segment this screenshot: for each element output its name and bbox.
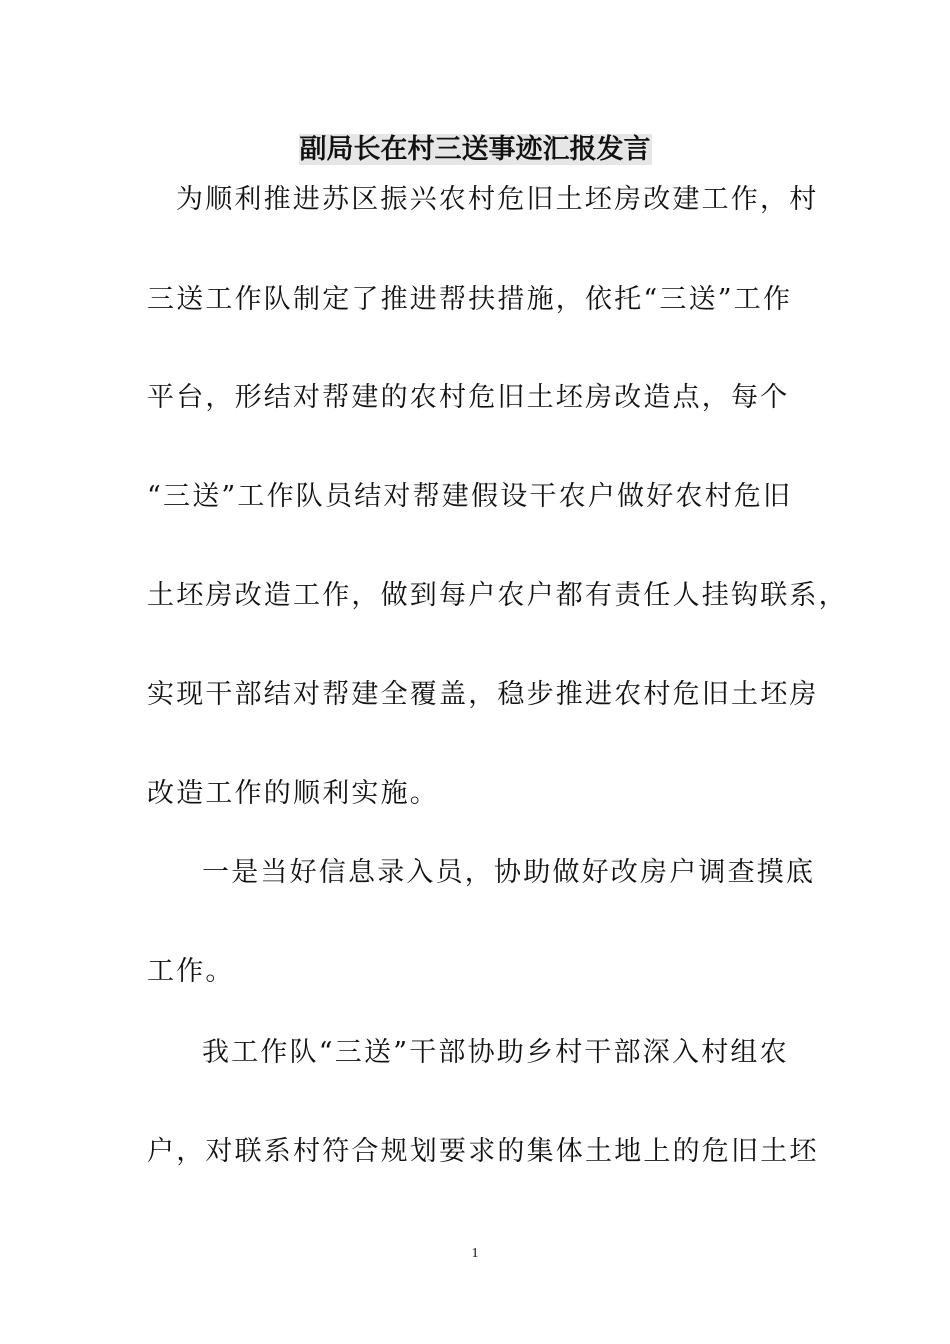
- paragraph-line-5: 土坯房改造工作，做到每户农户都有责任人挂钩联系，: [147, 580, 848, 611]
- document-title-text: 副局长在村三送事迹汇报发言: [299, 134, 651, 165]
- paragraph-line-11: 户，对联系村符合规划要求的集体土地上的危旧土坯: [147, 1136, 819, 1167]
- paragraph-line-6: 实现干部结对帮建全覆盖，稳步推进农村危旧土坯房: [147, 679, 819, 710]
- paragraph-line-7: 改造工作的顺利实施。: [147, 778, 439, 809]
- paragraph-line-3: 平台，形结对帮建的农村危旧土坯房改造点，每个: [147, 382, 790, 413]
- document-title: [0, 130, 950, 170]
- page-number: 1: [471, 1246, 479, 1261]
- paragraph-line-9: 工作。: [147, 956, 235, 987]
- paragraph-line-2: 三送工作队制定了推进帮扶措施，依托“三送”工作: [147, 284, 793, 315]
- paragraph-line-8: 一是当好信息录入员，协助做好改房户调查摸底: [202, 857, 816, 888]
- paragraph-line-10: 我工作队“三送”干部协助乡村干部深入村组农: [202, 1037, 789, 1068]
- paragraph-line-4: “三送”工作队员结对帮建假设干农户做好农村危旧: [147, 481, 793, 512]
- paragraph-line-1: 为顺利推进苏区振兴农村危旧土坯房改建工作，村: [176, 184, 819, 215]
